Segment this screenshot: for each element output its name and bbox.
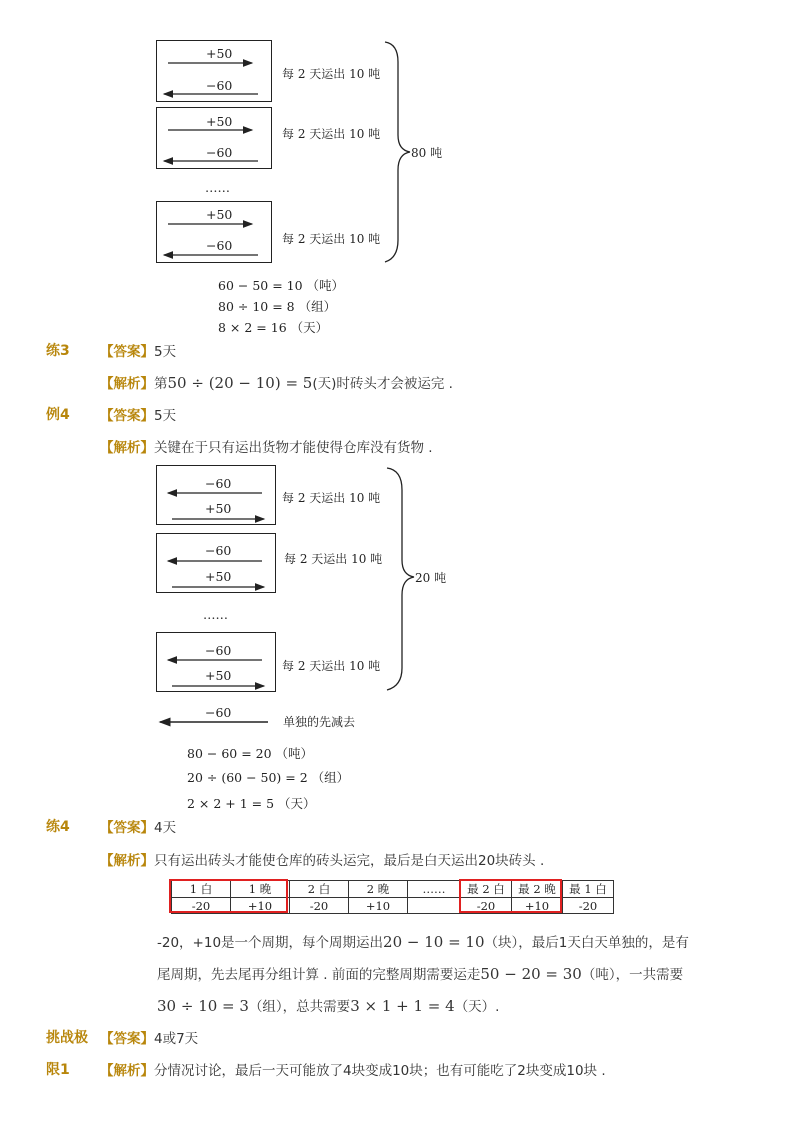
table-cell <box>408 898 461 914</box>
table-cell: -20 <box>461 898 512 914</box>
answer-label: 【答案】 <box>100 344 154 360</box>
diagram-2-arrows <box>0 450 800 750</box>
analysis-text: (天)时砖头才会被运完 . <box>312 376 453 392</box>
ellipsis: …… <box>203 607 228 622</box>
analysis-text: 第 <box>154 376 168 392</box>
answer-value: 5天 <box>154 408 177 424</box>
plus-label: +50 <box>205 569 232 584</box>
text: -20，+10是一个周期，每个周期运出 <box>157 935 384 951</box>
period-label: 每 2 天运出 10 吨 <box>284 552 383 566</box>
minus-label: −60 <box>206 145 233 160</box>
section-tag-lian4: 练4 <box>46 819 70 835</box>
section-tag-li4: 例4 <box>46 407 70 423</box>
section-tag-lian3: 练3 <box>46 343 70 359</box>
answer-value: 4或7天 <box>154 1031 199 1047</box>
table-cell: -20 <box>290 898 349 914</box>
analysis-label: 【解析】 <box>100 853 154 869</box>
table-cell: +10 <box>349 898 408 914</box>
formula: 50 − 20 = 30 <box>480 965 582 983</box>
calc-line: 60 − 50 = 10 （吨） <box>218 278 345 293</box>
analysis-formula: 50 ÷ (20 − 10) = 5 <box>167 374 313 392</box>
highlight-box <box>459 879 562 913</box>
table-cell: +10 <box>512 898 563 914</box>
table-cell: 1 白 <box>172 881 231 898</box>
minus-label: −60 <box>205 543 232 558</box>
section-tag-xian1: 限1 <box>46 1062 70 1078</box>
brace-total: 20 吨 <box>415 571 447 585</box>
table-cell: 最 2 晚 <box>512 881 563 898</box>
calc-line: 20 ÷ (60 − 50) = 2 （组） <box>187 770 350 785</box>
text: （组），总共需要 <box>248 999 351 1015</box>
explanation-line <box>157 931 689 951</box>
text: （块），最后1天白天单独的，是有 <box>484 935 689 951</box>
formula: 3 × 1 + 1 = 4 <box>350 997 455 1015</box>
analysis-text: 只有运出砖头才能使仓库的砖头运完，最后是白天运出20块砖头 . <box>154 853 545 869</box>
plus-label: +50 <box>206 207 233 222</box>
table-cell: -20 <box>563 898 614 914</box>
plus-label: +50 <box>205 501 232 516</box>
minus-label: −60 <box>205 476 232 491</box>
table-cell: 最 2 白 <box>461 881 512 898</box>
diagram-1-arrows <box>0 0 800 340</box>
answer-label: 【答案】 <box>100 408 154 424</box>
minus-label: −60 <box>205 643 232 658</box>
calc-line: 2 × 2 + 1 = 5 （天） <box>187 796 316 811</box>
right-brace <box>387 468 414 690</box>
table-cell: +10 <box>231 898 290 914</box>
formula: 30 ÷ 10 = 3 <box>157 997 249 1015</box>
answer-line <box>100 1027 198 1047</box>
minus-label: −60 <box>206 238 233 253</box>
plus-label: +50 <box>206 46 233 61</box>
answer-value: 5天 <box>154 344 177 360</box>
period-label: 每 2 天运出 10 吨 <box>282 127 381 141</box>
explanation-line <box>157 995 499 1015</box>
answer-label: 【答案】 <box>100 1031 154 1047</box>
highlight-box <box>169 879 288 913</box>
table-cell: 最 1 白 <box>563 881 614 898</box>
plus-label: +50 <box>206 114 233 129</box>
answer-line <box>100 340 176 360</box>
answer-line <box>100 816 176 836</box>
period-label: 每 2 天运出 10 吨 <box>282 659 381 673</box>
right-brace <box>385 42 410 262</box>
calc-line: 80 ÷ 10 = 8 （组） <box>218 299 337 314</box>
minus-label: −60 <box>206 78 233 93</box>
analysis-label: 【解析】 <box>100 440 154 456</box>
formula: 20 − 10 = 10 <box>383 933 485 951</box>
analysis-line <box>100 849 544 869</box>
answer-line <box>100 404 176 424</box>
section-tag-tiaozhan: 挑战极 <box>46 1030 88 1046</box>
period-label: 每 2 天运出 10 吨 <box>282 232 381 246</box>
single-label: 单独的先减去 <box>283 715 356 729</box>
brace-total: 80 吨 <box>411 146 443 160</box>
answer-value: 4天 <box>154 820 177 836</box>
table-cell: …… <box>408 881 461 898</box>
transfer-box <box>156 632 276 692</box>
calc-line: 80 − 60 = 20 （吨） <box>187 746 314 761</box>
analysis-text: 分情况讨论，最后一天可能放了4块变成10块；也有可能吃了2块变成10块 . <box>154 1063 606 1079</box>
single-value: −60 <box>205 705 232 720</box>
calc-line: 8 × 2 = 16 （天） <box>218 320 329 335</box>
analysis-label: 【解析】 <box>100 376 154 392</box>
period-label: 每 2 天运出 10 吨 <box>282 491 381 505</box>
ellipsis: …… <box>205 180 230 195</box>
transfer-box <box>156 533 276 593</box>
table-cell: -20 <box>172 898 231 914</box>
text: （天）. <box>454 999 500 1015</box>
text: 尾周期，先去尾再分组计算 . 前面的完整周期需要运走 <box>157 967 481 983</box>
answer-label: 【答案】 <box>100 820 154 836</box>
analysis-line <box>100 372 453 392</box>
table-cell: 2 白 <box>290 881 349 898</box>
table-cell: 1 晚 <box>231 881 290 898</box>
transfer-box <box>156 465 276 525</box>
analysis-text: 关键在于只有运出货物才能使得仓库没有货物 . <box>154 440 433 456</box>
plus-label: +50 <box>205 668 232 683</box>
period-label: 每 2 天运出 10 吨 <box>282 67 381 81</box>
explanation-line <box>157 963 683 983</box>
text: （吨），一共需要 <box>581 967 684 983</box>
table-cell: 2 晚 <box>349 881 408 898</box>
analysis-label: 【解析】 <box>100 1063 154 1079</box>
analysis-line <box>100 1059 606 1079</box>
